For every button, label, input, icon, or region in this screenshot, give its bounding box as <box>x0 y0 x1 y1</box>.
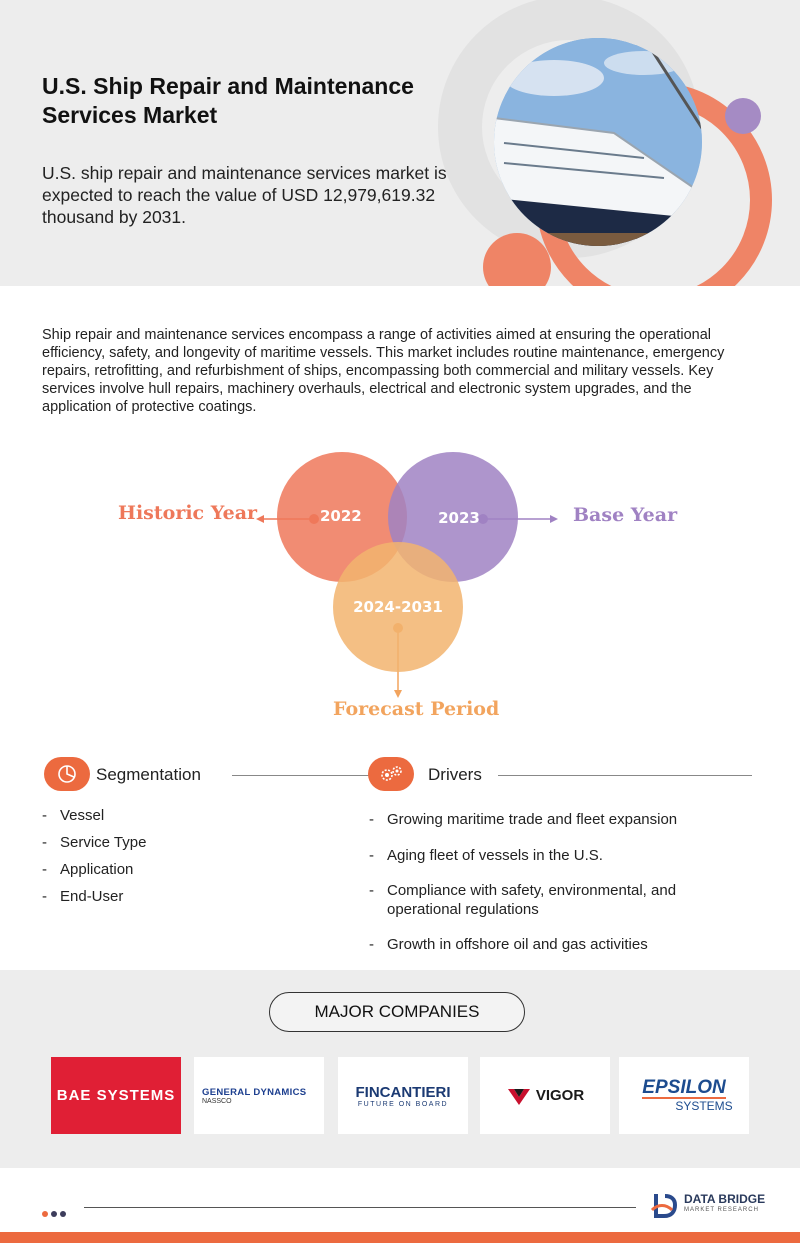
list-item: - Aging fleet of vessels in the U.S. <box>369 846 749 865</box>
decorative-dot-purple <box>725 98 761 134</box>
list-item: - Growing maritime trade and fleet expansion <box>369 810 749 829</box>
historic-year-value: 2022 <box>320 507 362 525</box>
fincantieri-logo: FINCANTIERI FUTURE ON BOARD <box>338 1057 468 1134</box>
footer-dots <box>42 1204 69 1222</box>
timeline-venn <box>0 440 800 740</box>
market-description: Ship repair and maintenance services encompass a range of activities aimed at ensuring the operational efficiency, safety, and longevity of maritime vessels. This market includes routine maintenance, emergency repairs, retrofitting, and refurbishment of ships, encompassing both commercial and military vessels. Key services involve hull repairs, machinery overhauls, electrical and electronic system upgrades, and the application of protective coatings. <box>42 327 725 415</box>
base-year-label: Base Year <box>573 504 678 526</box>
segmentation-list <box>42 807 146 915</box>
base-year-value: 2023 <box>438 509 480 527</box>
list-item: - Vessel <box>42 807 146 834</box>
segmentation-divider <box>232 775 372 776</box>
vigor-logo: VIGOR <box>480 1057 610 1134</box>
gears-icon <box>368 757 414 791</box>
page-title: U.S. Ship Repair and Maintenance Services Market <box>42 73 414 128</box>
major-companies-section <box>0 970 800 1168</box>
list-item: - Service Type <box>42 834 146 861</box>
forecast-period-value: 2024-2031 <box>353 598 443 616</box>
drivers-heading: Drivers <box>428 765 482 784</box>
list-item: - Growth in offshore oil and gas activities <box>369 935 749 954</box>
list-item: - Compliance with safety, environmental, and operational regulations <box>369 881 749 919</box>
bae-systems-logo: BAE SYSTEMS <box>51 1057 181 1134</box>
list-item: - Application <box>42 861 146 888</box>
drivers-list <box>369 810 749 954</box>
epsilon-systems-logo: EPSILON SYSTEMS <box>619 1057 749 1134</box>
vigor-mark-icon <box>506 1085 532 1107</box>
market-value-statement: U.S. ship repair and maintenance services market is expected to reach the value of USD 12,979,619.32 thousand by 2031. <box>42 163 447 227</box>
ship-photo <box>494 38 702 246</box>
pie-chart-icon <box>44 757 90 791</box>
historic-year-label: Historic Year <box>118 502 258 524</box>
general-dynamics-logo: GENERAL DYNAMICS NASSCO <box>194 1057 324 1134</box>
major-companies-heading: MAJOR COMPANIES <box>269 992 525 1032</box>
footer-divider <box>84 1207 636 1208</box>
footer-accent-bar <box>0 1232 800 1243</box>
forecast-period-label: Forecast Period <box>333 698 500 720</box>
drivers-divider <box>498 775 752 776</box>
list-item: - End-User <box>42 888 146 915</box>
data-bridge-mark-icon <box>650 1190 678 1220</box>
segmentation-heading: Segmentation <box>96 765 201 784</box>
hero-banner <box>0 0 800 286</box>
